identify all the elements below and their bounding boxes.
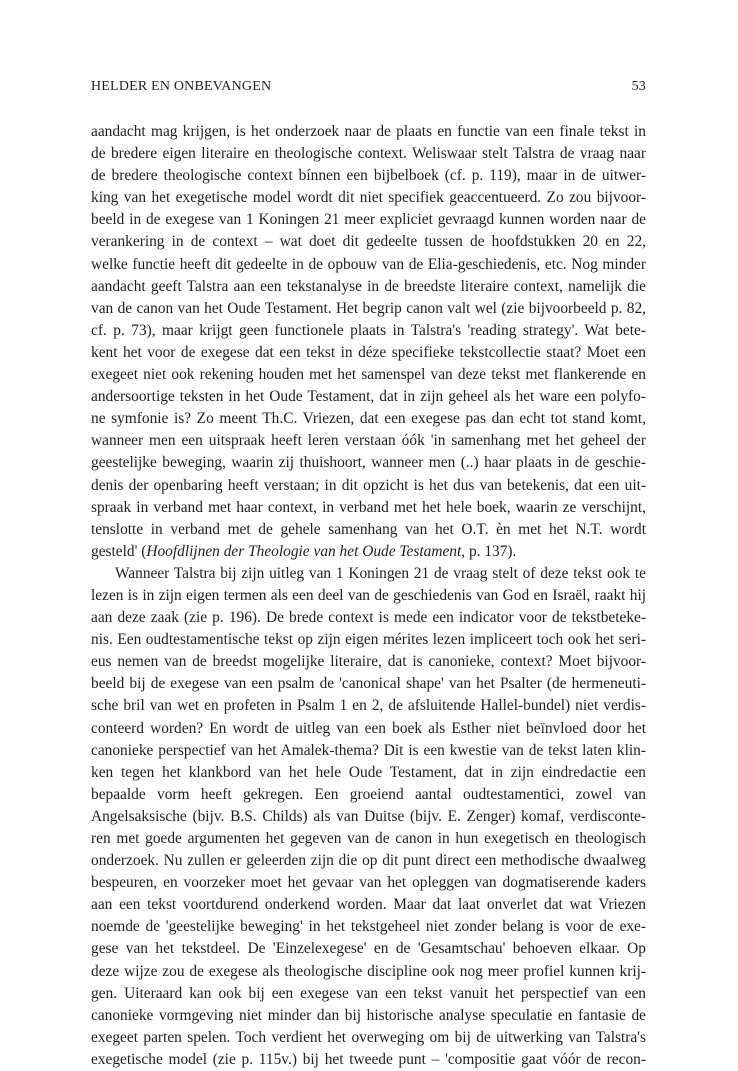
text-line: canonieke vormgeving niet minder dan bij historische analyse speculatie en fantasie de: [91, 1006, 646, 1024]
running-head: [91, 79, 646, 99]
text-line: geestelijke beweging, waarin zij thuishoort, wanneer men (..) haar plaats in de geschie-: [91, 454, 646, 472]
running-title: HELDER EN ONBEVANGEN: [91, 79, 272, 94]
text-line: lezen is in zijn eigen termen als een deel van de geschiedenis van God en Israël, raakt hij: [91, 586, 646, 604]
text-line: sche bril van wet en profeten in Psalm 1 en 2, de afsluitende Hallel-bundel) niet verdis-: [91, 697, 646, 715]
text-line: eus nemen van de breedst mogelijke literaire, dat is canonieke, context? Moet bijvoor-: [91, 653, 646, 671]
text-line: beeld in de exegese van 1 Koningen 21 meer expliciet gevraagd kunnen worden naar de: [91, 211, 646, 229]
text-line: verankering in de context – wat doet dit gedeelte tussen de hoofdstukken 20 en 22,: [91, 233, 646, 251]
text-line: onderzoek. Nu zullen er geleerden zijn die op dit punt direct een methodische dwaalweg: [91, 852, 646, 870]
text-line: andersoortige teksten in het Oude Testament, dat in zijn geheel als het ware een polyfo-: [91, 388, 646, 406]
text-line: aan deze zaak (zie p. 196). De brede context is mede een indicator voor de tekstbeteke-: [91, 609, 646, 627]
text-line: gese van het tekstdeel. De 'Einzelexegese' en de 'Gesamtschau' behoeven elkaar. Op: [91, 940, 646, 958]
text-line: canonieke perspectief van het Amalek-thema? Dit is een kwestie van de tekst laten klin-: [91, 741, 646, 759]
text-line: exegetische model (zie p. 115v.) bij het tweede punt – 'compositie gaat vóór de recon-: [91, 1050, 646, 1068]
text-line: aan een tekst voortdurend onderkend worden. Maar dat laat onverlet dat wat Vriezen: [91, 896, 646, 914]
text-line: aandacht geeft Talstra aan een tekstanalyse in de breedste literaire context, namelijk die: [91, 277, 646, 295]
text-line: denis der openbaring heeft verstaan; in dit opzicht is het dus van betekenis, dat een uit-: [91, 476, 646, 494]
text-line: conteerd worden? En wordt de uitleg van een boek als Esther niet beïnvloed door het: [91, 719, 646, 737]
text-line: Angelsaksische (bijv. B.S. Childs) als van Duitse (bijv. E. Zenger) komaf, verdisconte-: [91, 807, 646, 825]
text-line: cf. p. 73), maar krijgt geen functionele plaats in Talstra's 'reading strategy'. Wat bete-: [91, 321, 646, 339]
citation-close: , p. 137).: [461, 542, 517, 560]
text-line: van de canon van het Oude Testament. Het begrip canon valt wel (zie bijvoorbeeld p. 82,: [91, 299, 646, 317]
text-line: gen. Uiteraard kan ook bij een exegese van een tekst vanuit het perspectief van een: [91, 984, 646, 1002]
text-line: spraak in verband met haar context, in verband met het hele boek, waarin ze verschijnt,: [91, 498, 646, 516]
text-line: exegeet parten spelen. Toch verdient het overweging om bij de uitwerking van Talstra's: [91, 1028, 646, 1046]
cited-book-title: Hoofdlijnen der Theologie van het Oude Testament: [146, 542, 462, 560]
text-line-first: Wanneer Talstra bij zijn uitleg van 1 Koningen 21 de vraag stelt of deze tekst ook te: [115, 564, 646, 582]
text-line: ne symfonie is? Zo meent Th.C. Vriezen, dat een exegese pas dan echt tot stand komt,: [91, 410, 646, 428]
text-line: aandacht mag krijgen, is het onderzoek naar de plaats en functie van een finale tekst in: [91, 123, 646, 140]
text-line: nis. Een oudtestamentische tekst op zijn eigen mérites lezen impliceert toch ook het seri-: [91, 631, 646, 649]
text-line: exegeet niet ook rekening houden met het samenspel van deze tekst met flankerende en: [91, 366, 646, 384]
text-line: bepaalde vorm heeft gekregen. Een groeiend aantal oudtestamentici, zowel van: [91, 785, 646, 803]
text-line: noemde de 'geestelijke beweging' in het tekstgeheel niet zonder belang is voor de exe-: [91, 918, 646, 936]
citation-open: gesteld' (: [91, 542, 147, 560]
text-line: welke functie heeft dit gedeelte in de opbouw van de Elia-geschiedenis, etc. Nog minder: [91, 255, 646, 273]
text-line: bespeuren, en voorzeker moet het gevaar van het opleggen van dogmatiserende kaders: [91, 874, 646, 892]
text-line: ken tegen het klankbord van het hele Oude Testament, dat in zijn eindredactie een: [91, 763, 646, 781]
text-line: king van het exegetische model wordt dit niet specifiek geaccentueerd. Zo zou bijvoor-: [91, 189, 646, 207]
text-line: de bredere eigen literaire en theologische context. Weliswaar stelt Talstra de vraag naar: [91, 145, 646, 163]
text-line: kent het voor de exegese dat een tekst in déze specifieke tekstcollectie staat? Moet een: [91, 343, 646, 361]
text-line: ren met goede argumenten het gegeven van de canon in hun exegetisch en theologisch: [91, 830, 646, 847]
text-line: beeld bij de exegese van een psalm de 'canonical shape' van het Psalter (de hermeneuti-: [91, 675, 646, 693]
paragraph-1: [91, 121, 646, 563]
paragraph-2: [91, 563, 646, 1071]
text-line: deze wijze zou de exegese als theologische discipline ook nog meer profiel kunnen krij-: [91, 962, 646, 980]
body-text: [91, 121, 646, 1071]
text-line: tenslotte in verband met de gehele samenhang van het O.T. èn met het N.T. wordt: [91, 520, 646, 538]
text-line: wanneer men een uitspraak heeft leren verstaan óók 'in samenhang met het geheel der: [91, 432, 646, 450]
text-line-citation: [91, 541, 646, 563]
text-line: de bredere theologische context bínnen een bijbelboek (cf. p. 119), maar in de uitwer-: [91, 167, 646, 185]
page-number: 53: [631, 79, 646, 94]
